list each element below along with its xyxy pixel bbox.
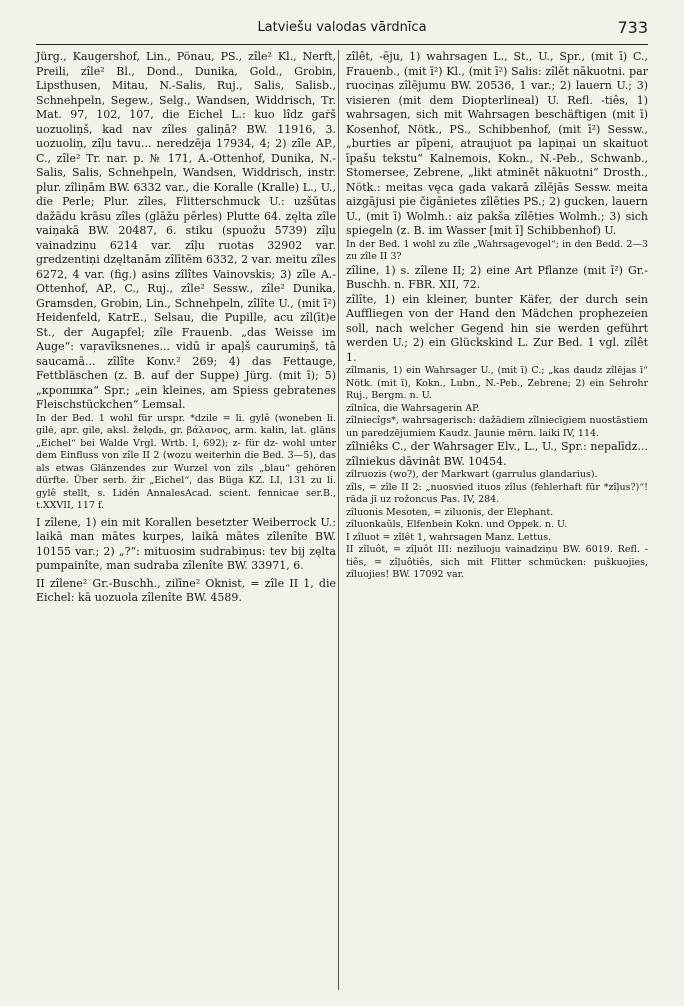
entry-zilmanis: zîlmanis, 1) ein Wahrsager U., (mit ī) C.; „kas daudz zîlējas ī“ Nötk. (mit ī), Kokn., Lubn., N.-Peb., Zebrene; 2) ein Sehrohr Ruj., Bergm. n. U. — [346, 365, 648, 401]
entry-zilet-note: In der Bed. 1 wohl zu zîle „Wahrsagevogel“; in den Bedd. 2—3 zu zîle II 3? — [346, 238, 648, 262]
entry-zilene-2: II zîlene² Gr.-Buschh., zilīne² Oknist, = zîle II 1, die Eichel: kā uozuola zîlenîte BW. 4589. — [36, 576, 336, 604]
entry-zilnieks: zîlniêks C., der Wahrsager Elv., L., U., Spr.: nepalīdz... zîlniekus dāvinât BW. 10454. — [346, 440, 648, 468]
entry-ziluonkauls: zîluonkaũls, Elfenbein Kokn. und Oppek. n. U. — [346, 519, 568, 530]
column-divider — [338, 50, 339, 990]
entry-zilene-1: I zîlene, 1) ein mit Korallen besetzter Weiberrock U.: laikā man mātes kurpes, laikā mātes zîlenîte BW. 10155 var.; 2) „?“: mituosim sudrabiņus: tev bij zęlta pumpainîte, man sudraba zîlenîte BW. 33971, 6. — [36, 515, 336, 572]
entry-zilruozis: zîlruozis (wo?), der Markwart (garrulus glandarius). — [346, 469, 598, 480]
header-rule — [36, 44, 648, 45]
etymology-note: In der Bed. 1 wohl für urspr. *dzile = li. gylê (woneben li. gilė, apr. gile, aksl. želǫdь, gr. βάλανος, arm. kałin, lat. glāns „Eichel“ bei Walde Vrgl. Wrtb. I, 692); z- für dz- wohl unter dem Einfluss von zîle II 2 (wozu weiterhin die Bed. 3—5), das als etwas Glänzendes zur Wurzel von zils „blau“ gehören dürfte. Über serb. žir „Eichel“, das Büga KZ. LI, 131 zu li. gylê stellt, s. Lidén AnnalesAcad. scient. fennicae ser.B., t.XXVII, 117 f. — [36, 412, 336, 511]
running-title: Latviešu valodas vārdnīca — [257, 20, 427, 35]
entry-zils: zîls, = zîle II 2: „nuosvied ituos zîlus (fehlerhaft für *zîļus?)“! rāda jī uz rožoncus Pas. IV, 284. — [346, 481, 648, 505]
entry-ziluonis: zîluonis Mesoten, = ziluonis, der Elephant. — [346, 506, 554, 518]
entry-zilnica: zîlnîca, die Wahrsagerin AP. — [346, 402, 480, 414]
entry-ziluot-1: I zîluot = zîlêt 1, wahrsagen Manz. Lettus. — [346, 531, 552, 543]
entry-zilite: zîlîte, 1) ein kleiner, bunter Käfer, der durch sein Auffliegen von der Hand den Mädchen prophezeien soll, nach welcher Gegend hin sie werden geführt werden U.; 2) ein Glückskind L. Zur Bed. 1 vgl. zîlêt 1. — [346, 292, 648, 364]
left-column — [36, 50, 336, 606]
entry-zilet: zîlêt, -ēju, 1) wahrsagen L., St., U., Spr., (mit ī) C., Frauenb., (mit ī²) Kl., (mit ī²) Salis: zîlēt nākuotni. par ruociņas zîlējumu BW. 20536, 1 var.; 2) lauern U.; 3) visieren (mit dem Diopterlineal) U. Refl. -tiês, 1) wahrsagen, sich mit Wahrsagen beschäftigen (mit ī) Kosenhof, Nötk., PS., Schibbenhof, (mit ī²) Sessw., „burties ar pīpeni, atraujuot pa lapiņai un skaituot īpašu tekstu“ Kalnemois, Kokn., N.-Peb., Schwanb., Stomersee, Zebrene, „likt atminēt nākuotni“ Drosth., Nötk.: meitas vęca gada vakarā zîlējās Sessw. meita aizgājusi pie čigānietes zîlēties PS.; 2) gucken, lauern U., (mit ī) Wolmh.: aiz pakša zîlēties Wolmh.; 3) sich spiegeln (z. B. im Wasser [mit ī] Schibbenhof) U. — [346, 50, 648, 237]
entry-ziline: zîline, 1) s. zîlene II; 2) eine Art Pflanze (mit ī²) Gr.-Buschh. n. FBR. XII, 72. — [346, 263, 648, 291]
entry-continuation: Jürg., Kaugershof, Lin., Pönau, PS., zîle² Kl., Nerft, Preili, zîle² Bl., Dond., Dunika, Gold., Grobin, Lipsthusen, Mitau, N.-Salis, Ruj., Salis, Salisb., Schnehpeln, Segew., Selg., Wandsen, Widdrisch, Tr. Mat. 97, 102, 107, die Eichel L.: kuo lîdz gaṙš uozuoliņš, kad nav zîles galiņā? BW. 11916, 3. uozuoliņ, zîļu tavu... neredzēja 17934, 4; 2) zîle AP., C., zîle² Tr. nar. p. № 171, A.-Ottenhof, Dunika, N.-Salis, Salis, Schnehpeln, Wandsen, Widdrisch, instr. plur. zîliņām BW. 6332 var., die Koralle (Kralle) L., U., die Perle; Plur. zîles, Flitterschmuck U.: uzšūtas dažādu krāsu zîles (glāžu pērles) Plutte 64. zęlta zîle vaiņakā BW. 20487, 6. stiku (spuožu 5739) zîļu vainadziņu 6214 var. zîļu ruotas 32902 var. gredzentiņi dzęltanām zîlītēm 6332, 2 var. meitu zîles 6272, 4 var. (fig.) asins zîlîtes Vainovskis; 3) zîle A.-Ottenhof, AP., C., Ruj., zîle² Sessw., zîle² Dunika, Gramsden, Grobin, Lin., Schnehpeln, zîlîte U., (mit ī²) Heidenfeld, KatrE., Selsau, die Pupille, acu zîl(īt)e St., der Augapfel; zîle Frauenb. „das Weisse im Auge“: vaŗavīksnenes... vidū ir apaļš caurumiņš, tā saucamā... zîlîte Konv.² 269; 4) das Fettauge, Fettbläschen (z. B. auf der Suppe) Jürg. (mit ī); 5) „кропшка“ Spr.; „ein kleines, am Spiess gebratenes Fleischstückchen“ Lemsal. — [36, 50, 336, 411]
page-number: 733 — [617, 18, 648, 37]
entry-ziluot-2: II zîluôt, = zîļuôt III: nezīluoju vainadziņu BW. 6019. Refl. -tiês, = zîļuôtiês, sich mit Flitter schmücken: puškuojies, zîluojies! BW. 17092 var. — [346, 544, 648, 580]
entry-zilniecigs: zîlniecîgs*, wahrsagerisch: dažādiem zîlniecīgiem nuostāstiem un paredzējumiem Kaudz. Jaunie mērn. laiki IV, 114. — [346, 415, 648, 439]
page-header — [36, 18, 648, 44]
right-column — [346, 50, 648, 582]
